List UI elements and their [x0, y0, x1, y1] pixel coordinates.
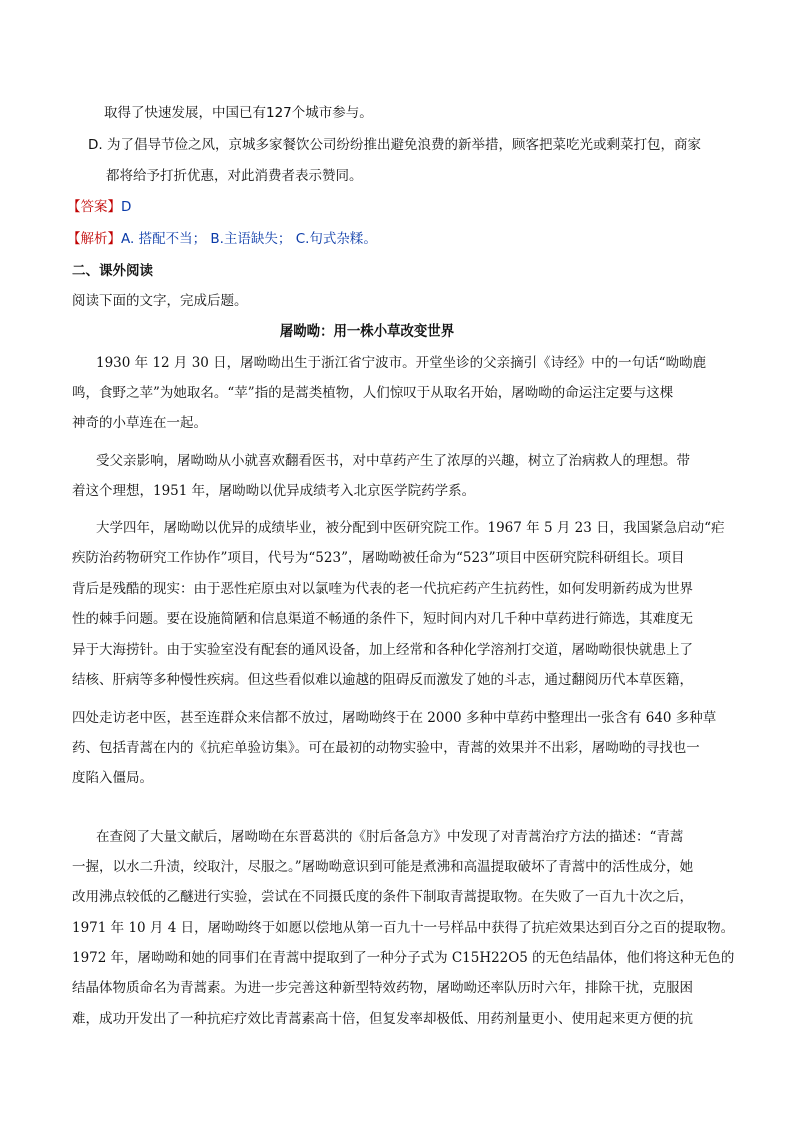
option-d-line-1: D. 为了倡导节俭之风，京城多家餐饮公司纷纷推出避免浪费的新举措，顾客把菜吃光或剩菜打包，商家 [88, 137, 701, 153]
article-line: 着这个理想，1951 年，屠呦呦以优异成绩考入北京医学院药学系。 [72, 483, 476, 499]
article-line: 度陷入僵局。 [72, 770, 153, 786]
answer-value: D [121, 199, 132, 215]
section-heading: 二、课外阅读 [72, 263, 153, 279]
option-c-continuation: 取得了快速发展，中国已有127个城市参与。 [104, 105, 373, 121]
article-line: 四处走访老中医，甚至连群众来信都不放过，屠呦呦终于在 2000 多种中草药中整理出一张含有 640 多种草 [72, 710, 717, 726]
article-line: 背后是残酷的现实：由于恶性疟原虫对以氯喹为代表的老一代抗疟药产生抗药性，如何发明新药成为世界 [72, 581, 693, 597]
article-line: 疾防治药物研究工作协作”项目，代号为“523”，屠呦呦被任命为“523”项目中医研究院科研组长。项目 [72, 550, 685, 566]
analysis-row [67, 230, 377, 248]
article-line: 异于大海捞针。由于实验室没有配套的通风设备，加上经常和各种化学溶剂打交道，屠呦呦很快就患上了 [72, 642, 693, 658]
answer-label: 【答案】 [67, 199, 121, 215]
article-line: 难，成功开发出了一种抗疟疗效比青蒿素高十倍，但复发率却极低、用药剂量更小、使用起来更方便的抗 [72, 1011, 693, 1027]
section-instruction: 阅读下面的文字，完成后题。 [72, 293, 248, 309]
answer-row [67, 198, 131, 216]
article-line: 一握，以水二升渍，绞取汁，尽服之。”屠呦呦意识到可能是煮沸和高温提取破坏了青蒿中的活性成分，她 [72, 859, 694, 875]
article-line: 鸣，食野之苹”为她取名。“苹”指的是蒿类植物，人们惊叹于从取名开始，屠呦呦的命运注定要与这棵 [72, 385, 674, 401]
article-line: 性的棘手问题。要在设施简陋和信息渠道不畅通的条件下，短时间内对几千种中草药进行筛选，其难度无 [72, 611, 693, 627]
article-line: 受父亲影响，屠呦呦从小就喜欢翻看医书，对中草药产生了浓厚的兴趣，树立了治病救人的理想。带 [96, 453, 690, 469]
analysis-text: A. 搭配不当； B.主语缺失； C.句式杂糅。 [121, 231, 377, 247]
analysis-label: 【解析】 [67, 231, 121, 247]
article-title: 屠呦呦：用一株小草改变世界 [279, 324, 455, 340]
article-line: 在查阅了大量文献后，屠呦呦在东晋葛洪的《肘后备急方》中发现了对青蒿治疗方法的描述：“青蒿 [96, 829, 684, 845]
article-line: 1971 年 10 月 4 日，屠呦呦终于如愿以偿地从第一百九十一号样品中获得了抗疟效果达到百分之百的提取物。 [72, 920, 735, 936]
article-line: 神奇的小草连在一起。 [72, 415, 207, 431]
article-line: 结核、肝病等多种慢性疾病。但这些看似难以逾越的阻碍反而激发了她的斗志，通过翻阅历代本草医籍， [72, 672, 693, 688]
article-line: 药、包括青蒿在内的《抗疟单验访集》。可在最初的动物实验中，青蒿的效果并不出彩，屠呦呦的寻找也一 [72, 740, 700, 756]
article-line: 结晶体物质命名为青蒿素。为进一步完善这种新型特效药物，屠呦呦还率队历时六年，排除干扰，克服困 [72, 980, 693, 996]
article-line: 大学四年，屠呦呦以优异的成绩毕业，被分配到中医研究院工作。1967 年 5 月 23 日，我国紧急启动“疟 [96, 520, 725, 536]
option-d-line-2: 都将给予打折优惠，对此消费者表示赞同。 [106, 168, 363, 184]
article-line: 改用沸点较低的乙醚进行实验，尝试在不同摄氏度的条件下制取青蒿提取物。在失败了一百九十次之后， [72, 889, 693, 905]
article-line: 1930 年 12 月 30 日，屠呦呦出生于浙江省宁波市。开堂坐诊的父亲摘引《诗经》中的一句话“呦呦鹿 [96, 355, 707, 371]
article-line: 1972 年，屠呦呦和她的同事们在青蒿中提取到了一种分子式为 C15H22O5 的无色结晶体，他们将这种无色的 [72, 950, 735, 966]
